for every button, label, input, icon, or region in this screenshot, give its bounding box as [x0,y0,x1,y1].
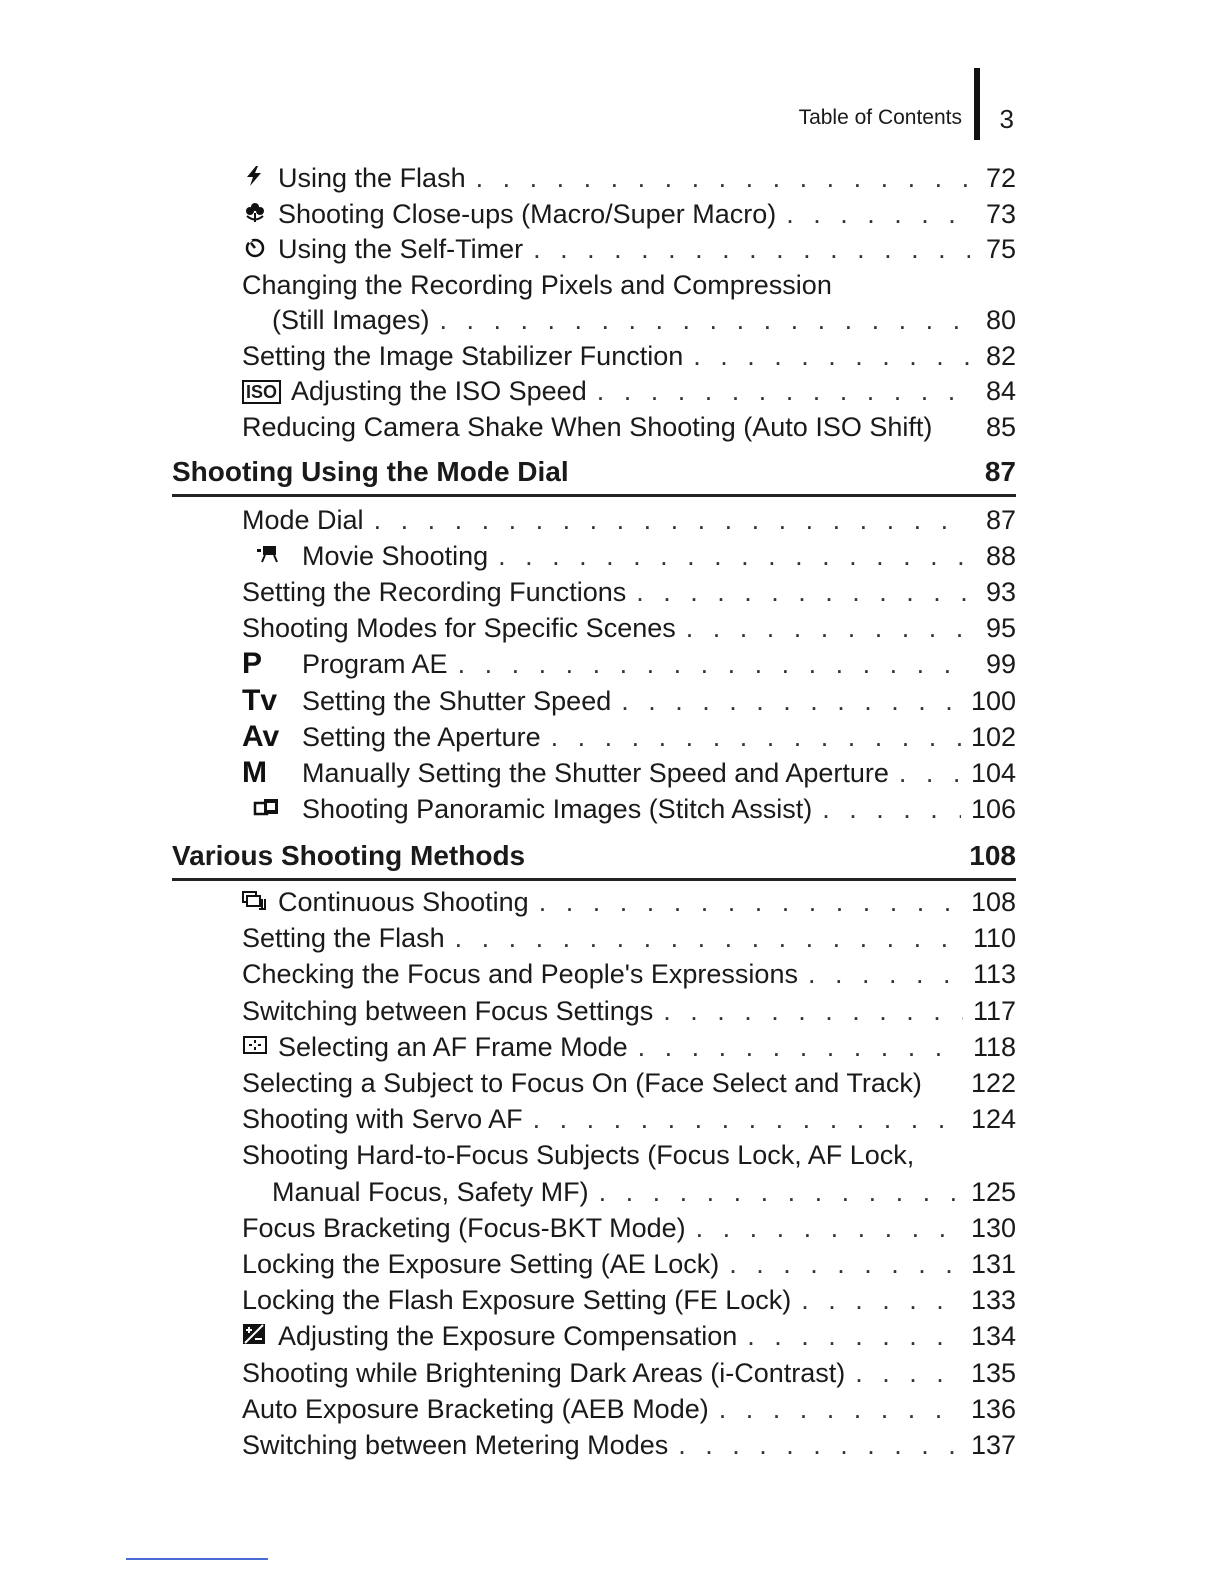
toc-entry-page-number: 117 [972,995,1016,1026]
toc-entry[interactable] [242,338,1016,374]
dot-leader [458,646,970,682]
toc-entry-label: Setting the Recording Functions [242,577,627,608]
toc-entry-label: Movie Shooting [302,541,489,572]
dot-leader [621,683,961,719]
toc-entry-label-group [242,956,798,992]
toc-entry-label: Locking the Flash Exposure Setting (FE Lock) [242,1285,792,1316]
dot-leader [747,1318,961,1354]
toc-entry[interactable] [242,1318,1016,1354]
toc-entry[interactable] [242,502,1016,538]
toc-entry-page-number: 134 [970,1321,1016,1352]
toc-entry-label: Setting the Shutter Speed [302,685,612,716]
dot-leader [719,1391,961,1427]
toc-entry-label-group [242,1427,668,1463]
exposure-comp-icon [242,1323,268,1345]
toc-entry-label-group [242,610,676,646]
toc-entry-label-group [242,884,529,920]
toc-entry[interactable] [242,1210,1016,1246]
toc-entry[interactable] [242,1391,1016,1427]
toc-entry-page-number: 137 [970,1430,1016,1460]
toc-entry-label: Shooting Close-ups (Macro/Super Macro) [278,198,777,229]
toc-entry-page-number: 99 [985,649,1016,680]
self-timer-icon [242,236,268,258]
toc-entry-label-group [242,1391,709,1427]
toc-entry[interactable] [242,956,1016,992]
toc-entry[interactable] [242,920,1016,956]
toc-entry[interactable] [242,373,1016,409]
toc-entry-label-group [242,791,812,827]
toc-entry[interactable] [242,884,1016,920]
toc-entry-page-number: 131 [970,1249,1016,1279]
toc-entry-page-number: 113 [972,959,1016,990]
toc-entry-label-group [242,1065,922,1101]
dot-leader [855,1355,961,1391]
dot-leader [663,993,963,1029]
toc-entry-label-group [242,1355,845,1391]
toc-entry-page-number: 102 [970,721,1016,752]
toc-entry-label-group [242,1318,737,1354]
dot-leader [498,538,970,574]
toc-entry[interactable] [242,1137,1016,1173]
header-title: Table of Contents [798,106,962,129]
macro-icon [242,201,268,223]
toc-entry-label: Adjusting the ISO Speed [291,376,587,406]
section-page-number: 108 [969,840,1016,871]
toc-entry-label: Using the Flash [278,163,466,193]
dot-leader [808,956,963,992]
toc-entry-label: Setting the Flash [242,923,445,954]
toc-entry-label-group [242,1210,686,1246]
mode-tv-icon: Tv [242,683,278,717]
section-title: Various Shooting Methods [172,840,526,871]
toc-entry-label-group [242,574,626,610]
dot-leader [455,920,963,956]
toc-entry-page-number: 124 [970,1104,1016,1135]
toc-entry-page-number: 93 [985,577,1016,608]
section-title: Shooting Using the Mode Dial [172,456,569,487]
toc-entry[interactable] [242,267,1016,303]
toc-entry[interactable] [242,1355,1016,1391]
toc-entry-label: Selecting an AF Frame Mode [278,1031,628,1062]
flash-icon [242,165,268,187]
toc-entry-label-group [242,1137,914,1173]
toc-entry-label: Shooting Hard-to-Focus Subjects (Focus Lock, AF Lock, [242,1140,915,1171]
toc-entry-label: Selecting a Subject to Focus On (Face Select and Track) [242,1068,922,1098]
toc-entry-label: Manually Setting the Shutter Speed and Aperture [302,757,889,788]
dot-leader [686,610,970,646]
toc-entry-page-number: 130 [970,1212,1016,1243]
toc-entry[interactable] [242,231,1016,267]
toc-entry-page-number: 122 [970,1068,1016,1098]
toc-entry-label-group [242,502,364,538]
toc-entry[interactable] [242,719,1016,755]
dot-leader [476,160,970,196]
toc-entry-label: Program AE [302,649,448,680]
toc-entry-label: Focus Bracketing (Focus-BKT Mode) [242,1212,686,1243]
toc-entry[interactable] [242,1065,1016,1101]
toc-entry-label: Continuous Shooting [278,887,529,917]
toc-entry-label-group [242,1029,628,1065]
toc-entry-page-number: 118 [972,1031,1016,1062]
toc-entry-label: Shooting while Brightening Dark Areas (i-Contrast) [242,1357,846,1388]
toc-entry-page-number: 104 [970,757,1016,788]
section-page-number: 87 [984,456,1016,487]
toc-entry-label-group [242,920,445,956]
dot-leader [696,1210,961,1246]
toc-entry-label: Checking the Focus and People's Expressions [242,959,798,990]
toc-entry-label-group [242,1246,719,1282]
toc-entry[interactable] [272,1174,1016,1210]
toc-entry[interactable] [242,160,1016,196]
toc-entry-label-group [242,683,611,719]
toc-entry-label-group [272,302,430,338]
af-frame-icon [242,1034,268,1056]
toc-entry-label: Setting the Image Stabilizer Function [242,340,684,371]
toc-entry-page-number: 100 [970,685,1016,716]
section-rule [172,878,1016,881]
header-divider [974,68,980,140]
toc-entry-label-group [272,1174,589,1210]
dot-leader [822,791,961,827]
toc-entry-label: Setting the Aperture [302,721,541,752]
toc-entry-label: Switching between Focus Settings [242,995,654,1026]
toc-entry[interactable] [242,1282,1016,1318]
toc-entry[interactable] [242,755,1016,791]
toc-entry-page-number: 88 [985,541,1016,572]
iso-icon: ISO [242,380,281,404]
toc-entry[interactable] [242,574,1016,610]
section-rule [172,494,1016,497]
dot-leader [801,1282,961,1318]
toc-entry[interactable] [242,1246,1016,1282]
toc-entry-label: Reducing Camera Shake When Shooting (Auto ISO Shift) [242,411,933,442]
dot-leader [539,884,961,920]
toc-entry-label: Using the Self-Timer [278,234,524,264]
toc-entry[interactable] [242,683,1016,719]
toc-entry-label: (Still Images) [272,305,430,335]
toc-entry[interactable] [242,1427,1016,1463]
section-heading-mode-dial[interactable] [172,452,1016,492]
toc-entry-label: Shooting Modes for Specific Scenes [242,613,676,644]
toc-entry[interactable] [242,1029,1016,1065]
dot-leader [729,1246,961,1282]
dot-leader [899,755,961,791]
toc-entry-label: Auto Exposure Bracketing (AEB Mode) [242,1393,709,1424]
toc-entry[interactable] [272,302,1016,338]
toc-entry-label: Locking the Exposure Setting (AE Lock) [242,1249,720,1279]
toc-entry-label: Changing the Recording Pixels and Compression [242,269,832,300]
mode-m-icon: M [242,755,267,789]
toc-entry-label: Shooting with Servo AF [242,1104,523,1135]
mode-av-icon: Av [242,719,280,753]
toc-entry-label: Adjusting the Exposure Compensation [278,1321,738,1352]
dot-leader [533,231,970,267]
toc-entry[interactable] [242,610,1016,646]
toc-entry-label-group [242,338,683,374]
toc-entry-page-number: 106 [970,793,1016,824]
toc-entry-page-number: 85 [985,411,1016,442]
dot-leader [597,373,970,409]
toc-entry[interactable] [242,1101,1016,1137]
toc-entry-label: Switching between Metering Modes [242,1430,669,1460]
movie-icon [242,543,292,565]
dot-leader [551,719,961,755]
toc-entry-label: Shooting Panoramic Images (Stitch Assist) [302,793,813,824]
toc-entry-label-group [242,538,488,574]
dot-leader [599,1174,961,1210]
dot-leader [636,574,970,610]
toc-entry-label-group [242,719,541,755]
dot-leader [533,1101,961,1137]
toc-entry-label-group [242,409,932,445]
toc-entry-page-number: 72 [985,163,1016,193]
toc-entry[interactable] [242,409,1016,445]
toc-entry-label-group [242,755,889,791]
toc-entry-page-number: 80 [985,305,1016,335]
toc-entry-label-group [242,1282,791,1318]
stitch-assist-icon [242,796,292,818]
toc-entry-label: Mode Dial [242,505,364,535]
header-page-number: 3 [999,104,1014,134]
dot-leader [678,1427,961,1463]
toc-entry-page-number: 135 [970,1357,1016,1388]
dot-leader [693,338,970,374]
toc-entry-page-number: 110 [972,923,1016,954]
footer-link-underline [126,1558,268,1560]
toc-entry-page-number: 133 [970,1285,1016,1316]
dot-leader [440,302,970,338]
toc-entry-page-number: 84 [985,376,1016,406]
toc-entry[interactable] [242,791,1016,827]
toc-entry-page-number: 125 [970,1176,1016,1207]
toc-entry-page-number: 73 [985,198,1016,229]
toc-entry-label-group [242,267,832,303]
toc-entry-page-number: 82 [985,340,1016,371]
section-heading-various-methods[interactable] [172,836,1016,876]
toc-entry-label: Manual Focus, Safety MF) [272,1176,589,1207]
toc-entry-label-group [242,373,587,409]
toc-entry[interactable] [242,196,1016,232]
toc-entry-label-group [242,993,653,1029]
toc-entry-page-number: 75 [985,234,1016,264]
toc-entry-page-number: 95 [985,613,1016,644]
toc-entry-label-group [242,196,776,232]
toc-entry-page-number: 108 [970,887,1016,917]
toc-entry-page-number: 87 [985,505,1016,535]
toc-entry-label-group [242,646,448,682]
toc-entry-label-group [242,231,523,267]
toc-entry[interactable] [242,993,1016,1029]
mode-p-icon: P [242,647,263,681]
dot-leader [786,196,970,232]
toc-entry-label-group [242,1101,523,1137]
toc-entry-page-number: 136 [970,1393,1016,1424]
toc-entry-label-group [242,160,466,196]
dot-leader [374,502,970,538]
continuous-shooting-icon [242,889,268,911]
dot-leader [638,1029,963,1065]
toc-entry[interactable] [242,538,1016,574]
toc-entry[interactable] [242,646,1016,682]
